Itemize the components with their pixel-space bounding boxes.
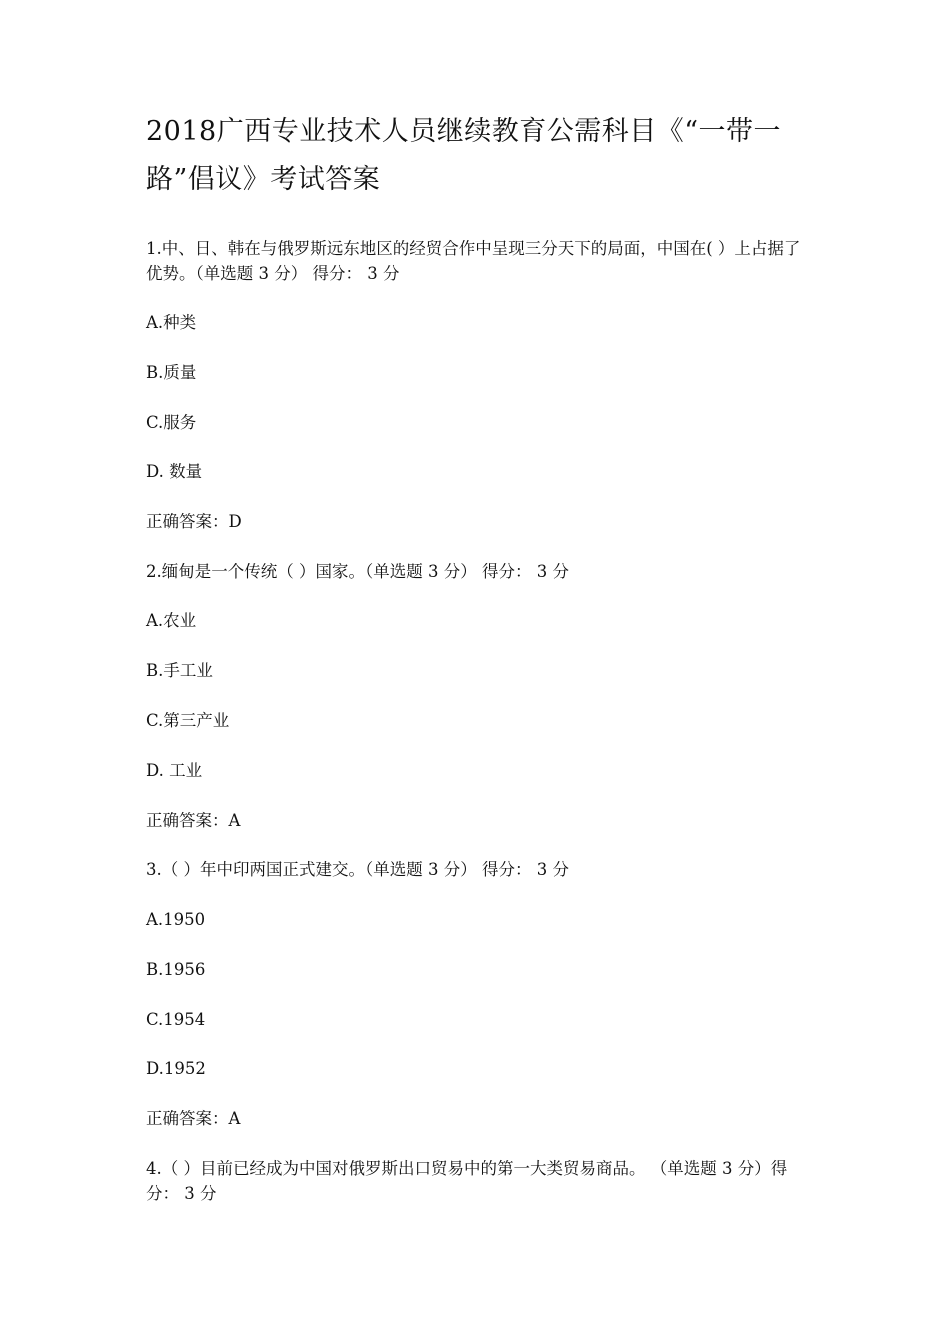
question-2-answer: 正确答案：A <box>146 811 241 830</box>
question-2-option-a: A.农业 <box>146 611 197 630</box>
question-2-option-d: D. 工业 <box>146 761 203 780</box>
question-2-option-b: B.手工业 <box>146 661 213 680</box>
question-3-option-d: D.1952 <box>146 1059 206 1078</box>
question-3-option-b: B.1956 <box>146 960 206 979</box>
question-2-option-c: C.第三产业 <box>146 711 230 730</box>
question-1-option-a: A.种类 <box>146 313 197 332</box>
question-1-option-c: C.服务 <box>146 413 197 432</box>
question-1-stem: 1.中、日、韩在与俄罗斯远东地区的经贸合作中呈现三分天下的局面，中国在( ）上占据了优势。（单选题 3 分） 得分： 3 分 <box>146 239 801 283</box>
question-3-option-c: C.1954 <box>146 1010 206 1029</box>
question-4-stem: 4.（ ）目前已经成为中国对俄罗斯出口贸易中的第一大类贸易商品。 （单选题 3 分）得分： 3 分 <box>146 1159 788 1203</box>
question-3-answer: 正确答案：A <box>146 1109 241 1128</box>
question-2-stem: 2.缅甸是一个传统（ ）国家。（单选题 3 分） 得分： 3 分 <box>146 562 569 581</box>
question-3-option-a: A.1950 <box>146 910 206 929</box>
question-3-stem: 3.（ ）年中印两国正式建交。（单选题 3 分） 得分： 3 分 <box>146 860 569 879</box>
question-1-option-b: B.质量 <box>146 363 197 382</box>
question-1-option-d: D. 数量 <box>146 462 203 481</box>
question-1-answer: 正确答案：D <box>146 512 242 531</box>
document-title: 2018广西专业技术人员继续教育公需科目《“一带一路”倡议》考试答案 <box>146 116 782 195</box>
